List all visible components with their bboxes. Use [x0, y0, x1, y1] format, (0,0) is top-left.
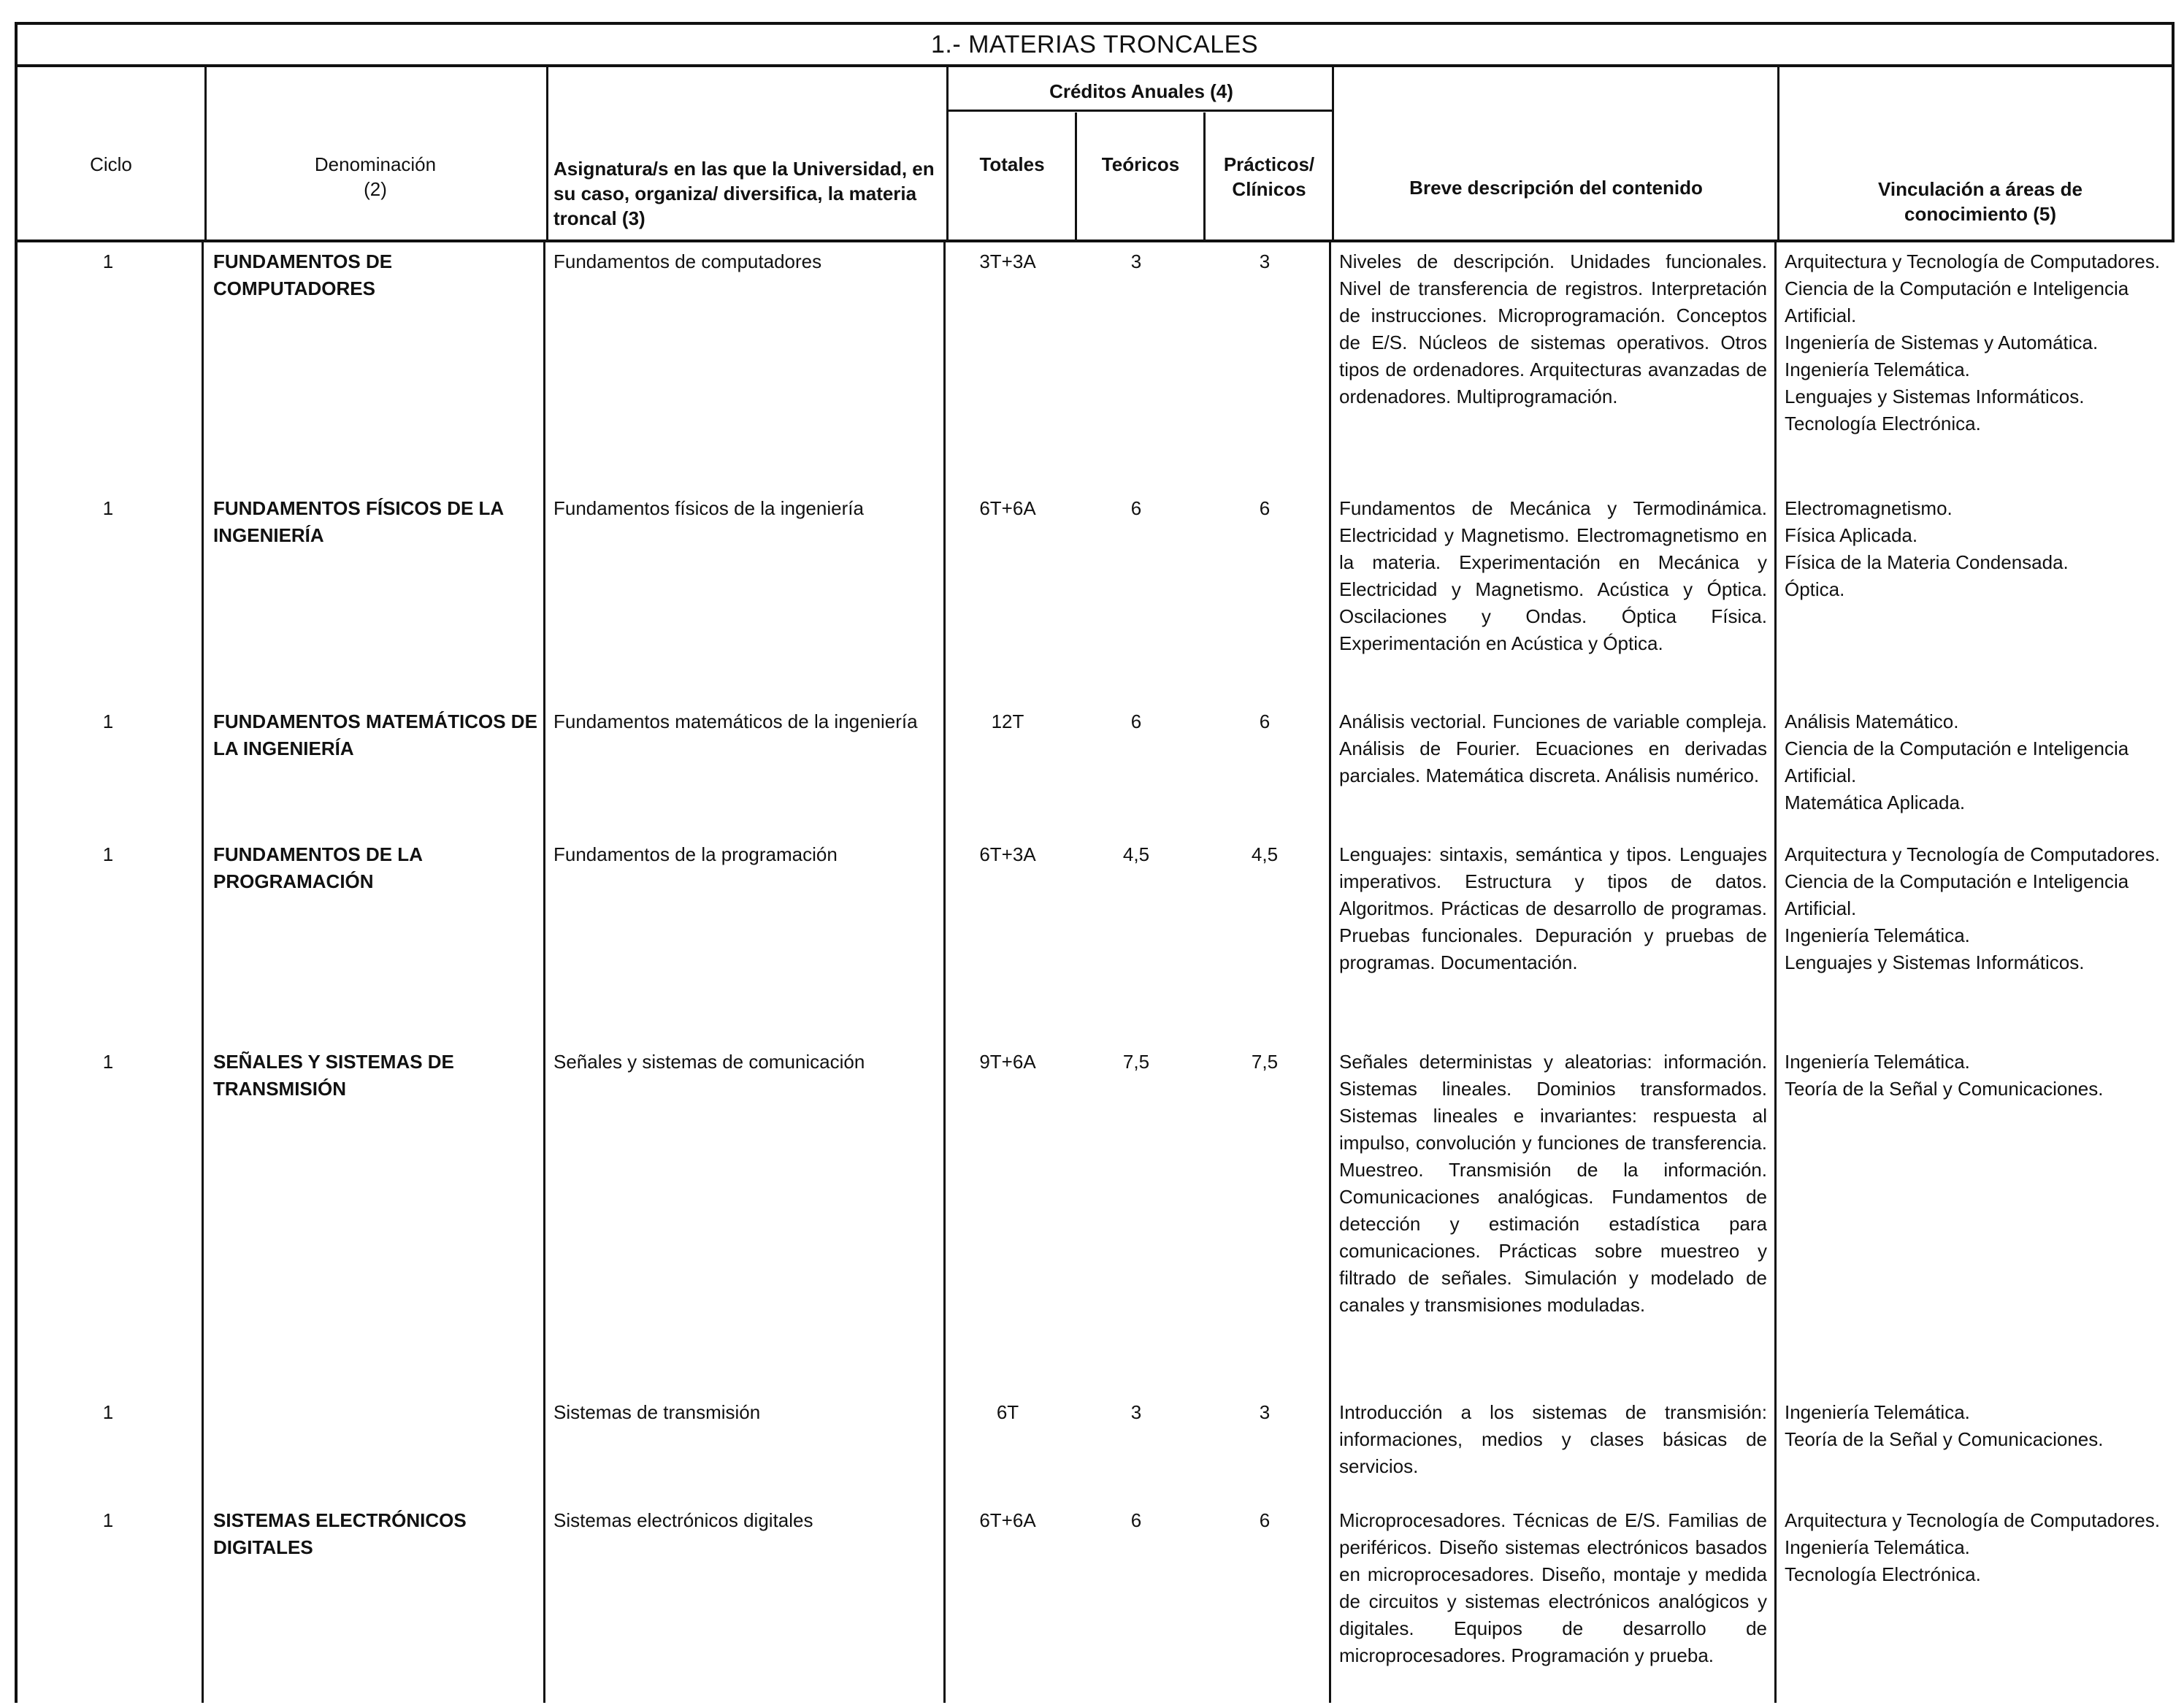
area-item: Lenguajes y Sistemas Informáticos.	[1785, 951, 2085, 973]
cell-denominacion: FUNDAMENTOS DE COMPUTADORES	[213, 250, 393, 299]
area-item: Ingeniería Telemática.	[1785, 1536, 1970, 1558]
area-item: Física de la Materia Condensada.	[1785, 551, 2069, 573]
cell-totales: 3T+3A	[979, 250, 1036, 272]
cell-vinculacion	[1774, 841, 2173, 976]
area-item: Tecnología Electrónica.	[1785, 1563, 1981, 1585]
area-item: Ingeniería Telemática.	[1785, 924, 1970, 946]
cell-practicos: 4,5	[1251, 843, 1279, 865]
area-item: Lenguajes y Sistemas Informáticos.	[1785, 386, 2085, 407]
table-title: 1.- MATERIAS TRONCALES	[15, 22, 2175, 67]
cell-asignatura: Fundamentos de la programación	[553, 843, 838, 865]
cell-practicos: 7,5	[1251, 1051, 1279, 1073]
cell-ciclo: 1	[102, 1401, 114, 1423]
area-item: Ingeniería Telemática.	[1785, 1401, 1970, 1423]
cell-descripcion: Niveles de descripción. Unidades funcionales. Nivel de transferencia de registros. Interpretación de instrucciones. Microprogramación. Conceptos de E/S. Núcleos de sistemas operativos. Otros tipos de ordenadores. Arquitecturas avanzadas de ordenadores. Multiprogramación.	[1339, 250, 1767, 407]
cell-practicos: 3	[1259, 1401, 1271, 1423]
area-item: Análisis Matemático.	[1785, 710, 1959, 732]
area-item: Electromagnetismo.	[1785, 497, 1953, 519]
area-item: Teoría de la Señal y Comunicaciones.	[1785, 1078, 2104, 1100]
cell-asignatura: Sistemas de transmisión	[553, 1401, 761, 1423]
header-denominacion	[204, 152, 546, 202]
cell-descripcion: Análisis vectorial. Funciones de variable compleja. Análisis de Fourier. Ecuaciones en derivadas parciales. Matemática discreta. Análisis numérico.	[1339, 710, 1767, 786]
cell-descripcion: Microprocesadores. Técnicas de E/S. Familias de periféricos. Diseño sistemas electrónicos basados en microprocesadores. Diseño, montaje y medida de circuitos y sistemas electrónicos analógicos y digitales. Equipos de desarrollo de microprocesadores. Programación y prueba.	[1339, 1509, 1767, 1666]
cell-teoricos: 6	[1130, 710, 1142, 732]
col-divider	[1777, 67, 1779, 240]
cell-vinculacion	[1774, 1049, 2173, 1103]
area-item: Arquitectura y Tecnología de Computadores.	[1785, 1509, 2161, 1531]
area-item: Ciencia de la Computación e Inteligencia Artificial.	[1785, 277, 2129, 326]
header-descripcion: Breve descripción del contenido	[1409, 177, 1703, 199]
area-item: Ciencia de la Computación e Inteligencia Artificial.	[1785, 737, 2129, 786]
table-left-border	[15, 242, 18, 1703]
cell-asignatura: Sistemas electrónicos digitales	[553, 1509, 813, 1531]
cell-vinculacion	[1774, 1399, 2173, 1453]
cell-vinculacion	[1774, 248, 2173, 437]
cell-ciclo: 1	[102, 250, 114, 272]
area-item: Óptica.	[1785, 578, 1845, 600]
col-divider	[202, 242, 204, 1703]
cell-ciclo: 1	[102, 1051, 114, 1073]
cell-teoricos: 4,5	[1122, 843, 1150, 865]
area-item: Ingeniería Telemática.	[1785, 1051, 1970, 1073]
cell-denominacion: FUNDAMENTOS DE LA PROGRAMACIÓN	[213, 843, 422, 892]
document-page	[15, 22, 2177, 1701]
header-totales: Totales	[979, 153, 1045, 175]
area-item: Ingeniería de Sistemas y Automática.	[1785, 332, 2099, 353]
cell-teoricos: 7,5	[1122, 1051, 1150, 1073]
area-item: Arquitectura y Tecnología de Computadores.	[1785, 843, 2161, 865]
header-asignatura: Asignatura/s en las que la Universidad, en su caso, organiza/ diversifica, la materia troncal (3)	[553, 158, 935, 229]
cell-denominacion: SISTEMAS ELECTRÓNICOS DIGITALES	[213, 1509, 467, 1558]
cell-totales: 6T+3A	[979, 843, 1036, 865]
cell-vinculacion	[1774, 708, 2173, 816]
header-ciclo: Ciclo	[90, 153, 132, 175]
cell-teoricos: 3	[1130, 1401, 1142, 1423]
cell-totales: 9T+6A	[979, 1051, 1036, 1073]
col-divider	[943, 242, 946, 1703]
table-header	[15, 67, 2175, 242]
cell-totales: 12T	[991, 710, 1024, 732]
cell-ciclo: 1	[102, 1509, 114, 1531]
cell-denominacion: FUNDAMENTOS MATEMÁTICOS DE LA INGENIERÍA	[213, 710, 537, 759]
cell-practicos: 6	[1259, 1509, 1271, 1531]
area-item: Matemática Aplicada.	[1785, 792, 1966, 813]
cell-ciclo: 1	[102, 843, 114, 865]
cell-asignatura: Fundamentos matemáticos de la ingeniería	[553, 710, 918, 732]
cell-teoricos: 6	[1130, 1509, 1142, 1531]
cell-descripcion: Lenguajes: sintaxis, semántica y tipos. Lenguajes imperativos. Estructura y tipos de datos. Algoritmos. Prácticas de desarrollo de programas. Pruebas funcionales. Depuración y pruebas de programas. Documentación.	[1339, 843, 1767, 973]
header-denominacion-label: Denominación	[314, 153, 437, 175]
cell-totales: 6T	[996, 1401, 1019, 1423]
cell-teoricos: 6	[1130, 497, 1142, 519]
area-item: Ingeniería Telemática.	[1785, 359, 1970, 380]
cell-ciclo: 1	[102, 497, 114, 519]
cell-vinculacion	[1774, 495, 2173, 603]
area-item: Arquitectura y Tecnología de Computadores.	[1785, 250, 2161, 272]
area-item: Ciencia de la Computación e Inteligencia Artificial.	[1785, 870, 2129, 919]
area-item: Teoría de la Señal y Comunicaciones.	[1785, 1428, 2104, 1450]
cell-practicos: 6	[1259, 497, 1271, 519]
cell-teoricos: 3	[1130, 250, 1142, 272]
header-vinculacion: Vinculación a áreas de conocimiento (5)	[1878, 178, 2083, 225]
creditos-divider	[946, 110, 1334, 112]
area-item: Física Aplicada.	[1785, 524, 1918, 546]
area-item: Tecnología Electrónica.	[1785, 413, 1981, 434]
header-denominacion-note: (2)	[364, 178, 387, 200]
header-teoricos: Teóricos	[1101, 153, 1180, 175]
cell-asignatura: Fundamentos físicos de la ingeniería	[553, 497, 864, 519]
cell-asignatura: Señales y sistemas de comunicación	[553, 1051, 865, 1073]
col-divider	[543, 242, 545, 1703]
cell-practicos: 3	[1259, 250, 1271, 272]
cell-denominacion: FUNDAMENTOS FÍSICOS DE LA INGENIERÍA	[213, 497, 504, 546]
cell-totales: 6T+6A	[979, 497, 1036, 519]
cell-asignatura: Fundamentos de computadores	[553, 250, 822, 272]
col-divider	[546, 67, 548, 240]
cell-totales: 6T+6A	[979, 1509, 1036, 1531]
cell-descripcion: Fundamentos de Mecánica y Termodinámica. Electricidad y Magnetismo. Electromagnetismo en la materia. Experimentación en Mecánica y Electricidad y Magnetismo. Acústica y Óptica. Oscilaciones y Ondas. Óptica Física. Experimentación en Acústica y Óptica.	[1339, 497, 1767, 654]
cell-denominacion: SEÑALES Y SISTEMAS DE TRANSMISIÓN	[213, 1051, 454, 1100]
cell-practicos: 6	[1259, 710, 1271, 732]
cell-ciclo: 1	[102, 710, 114, 732]
cell-descripcion: Señales deterministas y aleatorias: información. Sistemas lineales. Dominios transformados. Sistemas lineales e invariantes: respuesta al impulso, convolución y funciones de transferencia. Muestreo. Transmisión de la información. Comunicaciones analógicas. Fundamentos de detección y estimación estadística para comunicaciones. Prácticas sobre muestreo y filtrado de señales. Simulación y modelado de canales y transmisiones moduladas.	[1339, 1051, 1767, 1316]
header-practicos: Prácticos/ Clínicos	[1223, 153, 1315, 200]
cell-descripcion: Introducción a los sistemas de transmisión: informaciones, medios y clases básicas de servicios.	[1339, 1401, 1767, 1477]
cell-vinculacion	[1774, 1507, 2173, 1588]
header-creditos: Créditos Anuales (4)	[1049, 80, 1233, 102]
